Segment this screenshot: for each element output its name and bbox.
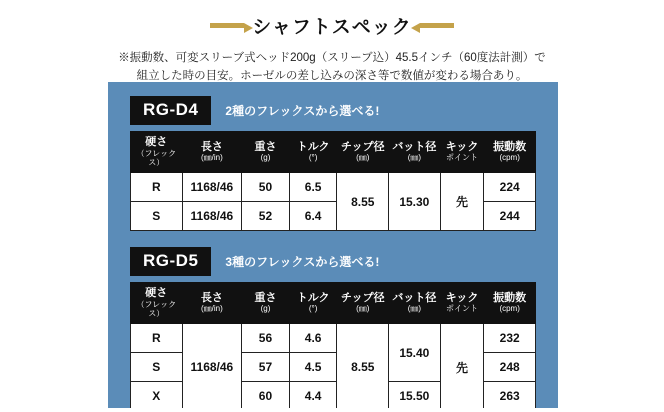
column-header-sub: (㎜/in) bbox=[200, 304, 223, 314]
cell-flex: S bbox=[131, 202, 183, 231]
column-header-label: 重さ bbox=[254, 291, 277, 304]
model-badge: RG-D5 bbox=[130, 247, 211, 276]
column-header-label: キック bbox=[445, 140, 479, 153]
column-header-label: トルク bbox=[296, 291, 330, 304]
spec-block-rg-d4 bbox=[130, 96, 536, 231]
column-header-cpm bbox=[484, 283, 536, 324]
cell-tip-diameter: 8.55 bbox=[337, 324, 389, 411]
cell-torque: 4.4 bbox=[289, 382, 337, 411]
column-header-tip-diameter bbox=[337, 283, 389, 324]
flex-note: 3種のフレックスから選べる! bbox=[225, 255, 380, 270]
decorative-rule-left-icon bbox=[210, 23, 244, 28]
column-header-label: 重さ bbox=[254, 140, 277, 153]
spec-table-rg-d4 bbox=[130, 131, 536, 231]
column-header-sub: ポイント bbox=[445, 304, 478, 314]
page-title: シャフトスペック bbox=[252, 17, 412, 38]
column-header-length bbox=[182, 132, 242, 173]
cell-weight: 57 bbox=[242, 353, 290, 382]
cell-cpm: 232 bbox=[484, 324, 536, 353]
cell-torque: 6.5 bbox=[289, 173, 337, 202]
cell-butt-diameter: 15.40 bbox=[389, 324, 441, 382]
column-header-sub: (°) bbox=[308, 304, 318, 314]
cell-flex: R bbox=[131, 173, 183, 202]
column-header-sub: (cpm) bbox=[499, 153, 520, 163]
cell-torque: 6.4 bbox=[289, 202, 337, 231]
column-header-sub: （フレックス） bbox=[136, 148, 177, 167]
column-header-label: 硬さ bbox=[145, 136, 168, 148]
column-header-label: トルク bbox=[296, 140, 330, 153]
cell-cpm: 248 bbox=[484, 353, 536, 382]
cell-kick-point: 先 bbox=[440, 173, 484, 231]
column-header-sub: (㎜) bbox=[407, 304, 422, 314]
column-header-kick-point bbox=[440, 283, 484, 324]
cell-length: 1168/46 bbox=[182, 173, 242, 202]
column-header-sub: (g) bbox=[260, 304, 271, 314]
column-header-cpm bbox=[484, 132, 536, 173]
column-header-sub: (㎜) bbox=[356, 153, 370, 163]
cell-cpm: 224 bbox=[484, 173, 536, 202]
spec-block-rg-d5 bbox=[130, 247, 536, 411]
table-header-row bbox=[131, 132, 536, 173]
column-header-sub: ポイント bbox=[445, 153, 478, 163]
cell-length: 1168/46 bbox=[182, 324, 242, 411]
column-header-sub: (°) bbox=[308, 153, 318, 163]
column-header-label: 硬さ bbox=[145, 287, 168, 300]
column-header-label: 長さ bbox=[200, 140, 223, 153]
spec-note-line-1: ※振動数、可変スリーブ式ヘッド200g（スリーブ込）45.5インチ（60度法計測）で bbox=[118, 52, 546, 64]
flex-note: 2種のフレックスから選べる! bbox=[225, 104, 380, 118]
column-header-torque bbox=[289, 283, 337, 324]
decorative-rule-right-icon bbox=[420, 23, 454, 28]
page-header bbox=[0, 0, 664, 39]
spec-block-header bbox=[130, 96, 536, 125]
cell-cpm: 263 bbox=[484, 382, 536, 411]
column-header-label: チップ径 bbox=[340, 291, 385, 304]
column-header-tip-diameter bbox=[337, 132, 389, 173]
table-row bbox=[131, 173, 536, 202]
column-header-sub: (g) bbox=[260, 153, 271, 163]
column-header-label: 長さ bbox=[200, 291, 223, 304]
column-header-kick-point bbox=[440, 132, 484, 173]
spec-note bbox=[0, 49, 664, 86]
column-header-butt-diameter bbox=[389, 132, 441, 173]
spec-table-rg-d5 bbox=[130, 282, 536, 411]
spec-panel bbox=[108, 82, 558, 408]
spec-block-header bbox=[130, 247, 536, 276]
column-header-label: バット径 bbox=[392, 140, 437, 153]
column-header-weight bbox=[242, 283, 290, 324]
cell-flex: S bbox=[131, 353, 183, 382]
column-header-sub: (cpm) bbox=[499, 304, 520, 314]
column-header-sub: (㎜) bbox=[356, 304, 370, 314]
cell-butt-diameter: 15.30 bbox=[389, 173, 441, 231]
cell-torque: 4.6 bbox=[289, 324, 337, 353]
table-row bbox=[131, 324, 536, 353]
column-header-flex bbox=[131, 132, 183, 173]
column-header-sub: (㎜/in) bbox=[200, 153, 223, 163]
cell-weight: 50 bbox=[242, 173, 290, 202]
spec-note-line-2: 組立した時の目安。ホーゼルの差し込みの深さ等で数値が変わる場合あり。 bbox=[136, 70, 528, 83]
column-header-weight bbox=[242, 132, 290, 173]
column-header-flex bbox=[131, 283, 183, 324]
column-header-label: 振動数 bbox=[493, 140, 527, 153]
column-header-label: バット径 bbox=[392, 291, 437, 304]
column-header-label: 振動数 bbox=[493, 291, 527, 304]
cell-weight: 56 bbox=[242, 324, 290, 353]
cell-cpm: 244 bbox=[484, 202, 536, 231]
model-badge: RG-D4 bbox=[130, 96, 211, 125]
column-header-length bbox=[182, 283, 242, 324]
cell-torque: 4.5 bbox=[289, 353, 337, 382]
cell-butt-diameter: 15.50 bbox=[389, 382, 441, 411]
column-header-sub: （フレックス） bbox=[136, 299, 177, 318]
cell-tip-diameter: 8.55 bbox=[337, 173, 389, 231]
column-header-sub: (㎜) bbox=[407, 153, 422, 163]
cell-weight: 52 bbox=[242, 202, 290, 231]
cell-flex: X bbox=[131, 382, 183, 411]
cell-flex: R bbox=[131, 324, 183, 353]
cell-length: 1168/46 bbox=[182, 202, 242, 231]
cell-kick-point: 先 bbox=[440, 324, 484, 411]
table-header-row bbox=[131, 283, 536, 324]
footer-strip bbox=[0, 408, 664, 412]
column-header-label: キック bbox=[445, 291, 479, 304]
column-header-butt-diameter bbox=[389, 283, 441, 324]
column-header-label: チップ径 bbox=[340, 140, 385, 153]
column-header-torque bbox=[289, 132, 337, 173]
cell-weight: 60 bbox=[242, 382, 290, 411]
